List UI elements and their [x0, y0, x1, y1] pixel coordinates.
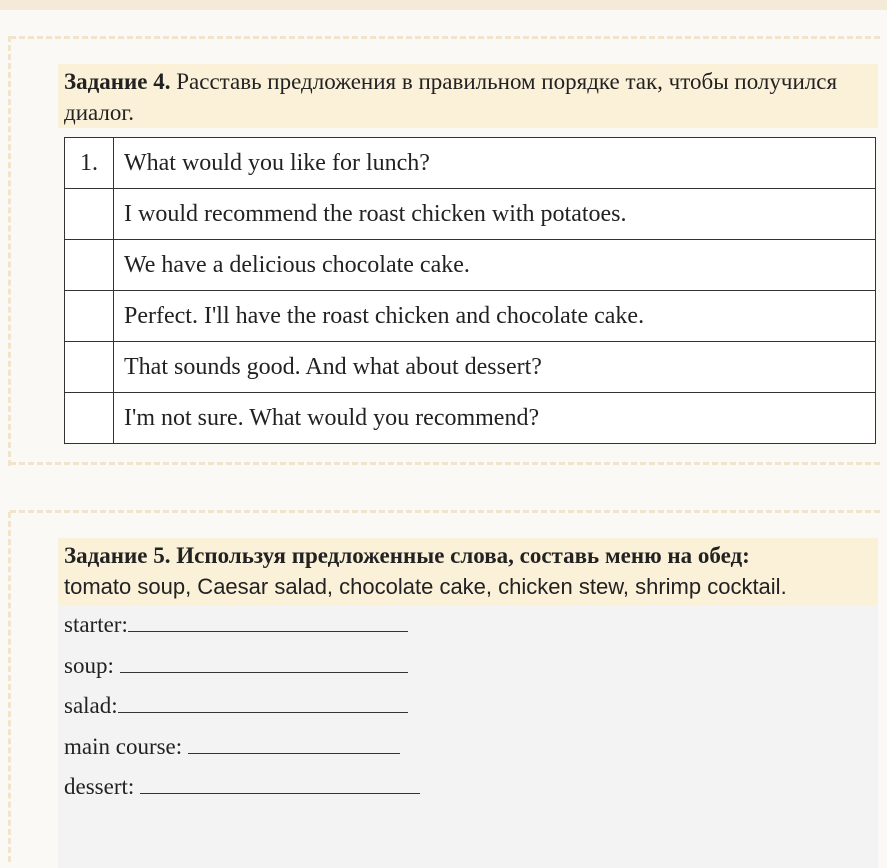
task5-frame-left	[8, 512, 11, 862]
dessert-label: dessert:	[64, 774, 141, 799]
order-number-cell[interactable]	[65, 342, 114, 393]
starter-line	[64, 611, 408, 639]
dialog-table	[64, 137, 876, 444]
sentence-cell: We have a delicious chocolate cake.	[114, 240, 876, 291]
order-number-cell[interactable]	[65, 240, 114, 291]
soup-label: soup:	[64, 653, 120, 678]
main-course-line	[64, 733, 400, 761]
task5-heading	[58, 538, 878, 606]
order-number-cell[interactable]	[65, 291, 114, 342]
task4-label: Задание 4.	[64, 69, 171, 94]
soup-line	[64, 652, 408, 680]
main-course-answer-field[interactable]	[188, 733, 400, 754]
order-number-cell[interactable]	[65, 189, 114, 240]
task4-frame-left	[8, 36, 11, 466]
salad-answer-field[interactable]	[118, 692, 408, 713]
task4-frame-top	[10, 36, 880, 39]
task5-label: Задание 5. Используя предложенные слова, составь меню на обед:	[64, 543, 750, 568]
sentence-cell: What would you like for lunch?	[114, 138, 876, 189]
sentence-cell: I'm not sure. What would you recommend?	[114, 393, 876, 444]
table-row	[65, 138, 876, 189]
main-course-label: main course:	[64, 734, 188, 759]
table-row	[65, 291, 876, 342]
top-decoration-band	[0, 0, 887, 10]
table-row	[65, 393, 876, 444]
task4-instruction: Расставь предложения в правильном порядке так, чтобы получился диалог.	[64, 69, 838, 125]
salad-line	[64, 692, 408, 720]
sentence-cell: Perfect. I'll have the roast chicken and chocolate cake.	[114, 291, 876, 342]
task5-frame-top	[10, 510, 880, 513]
order-number-cell[interactable]: 1.	[65, 138, 114, 189]
starter-answer-field[interactable]	[128, 611, 408, 632]
sentence-cell: That sounds good. And what about dessert?	[114, 342, 876, 393]
sentence-cell: I would recommend the roast chicken with potatoes.	[114, 189, 876, 240]
starter-label: starter:	[64, 612, 128, 637]
order-number-cell[interactable]	[65, 393, 114, 444]
table-row	[65, 189, 876, 240]
task5-word-list: tomato soup, Caesar salad, chocolate cake, chicken stew, shrimp cocktail.	[64, 574, 787, 599]
table-row	[65, 240, 876, 291]
task4-heading	[58, 64, 878, 128]
task4-frame-bottom	[10, 462, 880, 465]
soup-answer-field[interactable]	[120, 652, 408, 673]
dessert-answer-field[interactable]	[140, 773, 420, 794]
salad-label: salad:	[64, 693, 118, 718]
dessert-line	[64, 773, 420, 801]
table-row	[65, 342, 876, 393]
